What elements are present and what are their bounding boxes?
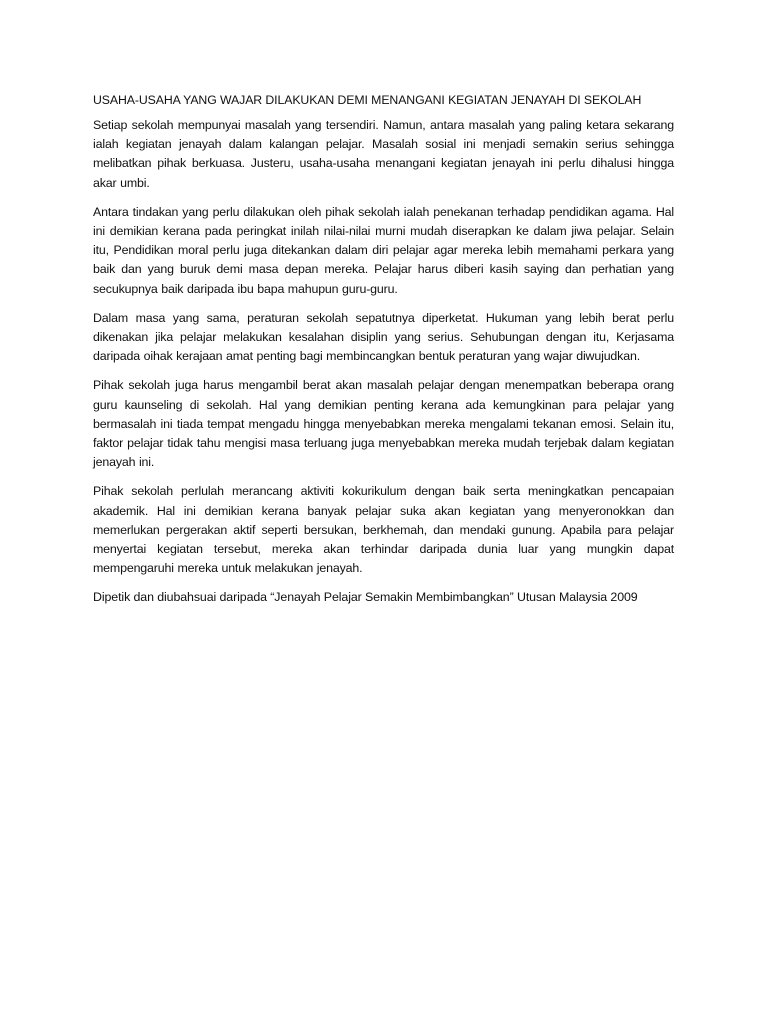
paragraph-religious-moral-education: Antara tindakan yang perlu dilakukan oleh pihak sekolah ialah penekanan terhadap pendidikan agama. Hal ini demikian kerana pada peringkat inilah nilai-nilai murni mudah diserapkan ke dalam jiwa pelajar. Selain itu, Pendidikan moral perlu juga ditekankan dalam diri pelajar agar mereka lebih memahami perkara yang baik dan yang buruk demi masa depan mereka. Pelajar harus diberi kasih saying dan perhatian yang secukupnya baik daripada ibu bapa mahupun guru-guru. (93, 204, 674, 296)
paragraph-counseling: Pihak sekolah juga harus mengambil berat akan masalah pelajar dengan menempatkan beberapa orang guru kaunseling di sekolah. Hal yang demikian penting kerana ada kemungkinan para pelajar yang bermasalah ini tiada tempat mengadu hingga menyebabkan mereka mengalami tekanan emosi. Selain itu, faktor pelajar tidak tahu mengisi masa terluang juga menyebabkan mereka mudah terjebak dalam kegiatan jenayah ini. (93, 378, 674, 470)
paragraph-cocurricular: Pihak sekolah perlulah merancang aktiviti kokurikulum dengan baik serta meningkatkan pencapaian akademik. Hal ini demikian kerana banyak pelajar suka akan kegiatan yang menyeronokkan dan memerlukan pergerakan aktif seperti bersukan, berkhemah, dan mendaki gunung. Apabila para pelajar menyertai kegiatan tersebut, mereka akan terhindar daripada dunia luar yang mungkin dapat mempengaruhi mereka untuk melakukan jenayah. (93, 484, 674, 576)
document-body (93, 92, 674, 607)
document-title: USAHA-USAHA YANG WAJAR DILAKUKAN DEMI MENANGANI KEGIATAN JENAYAH DI SEKOLAH (93, 93, 642, 107)
source-citation: Dipetik dan diubahsuai daripada “Jenayah Pelajar Semakin Membimbangkan” Utusan Malaysia 2009 (93, 590, 638, 605)
paragraph-school-rules: Dalam masa yang sama, peraturan sekolah sepatutnya diperketat. Hukuman yang lebih berat perlu dikenakan jika pelajar melakukan kesalahan disiplin yang serius. Sehubungan dengan itu, Kerjasama daripada oihak kerajaan amat penting bagi membincangkan bentuk peraturan yang wajar diwujudkan. (93, 310, 674, 364)
paragraph-introduction: Setiap sekolah mempunyai masalah yang tersendiri. Namun, antara masalah yang paling ketara sekarang ialah kegiatan jenayah dalam kalangan pelajar. Masalah sosial ini menjadi semakin serius sehingga melibatkan pihak berkuasa. Justeru, usaha-usaha menangani kegiatan jenayah ini perlu dihalusi hingga akar umbi. (93, 118, 674, 190)
